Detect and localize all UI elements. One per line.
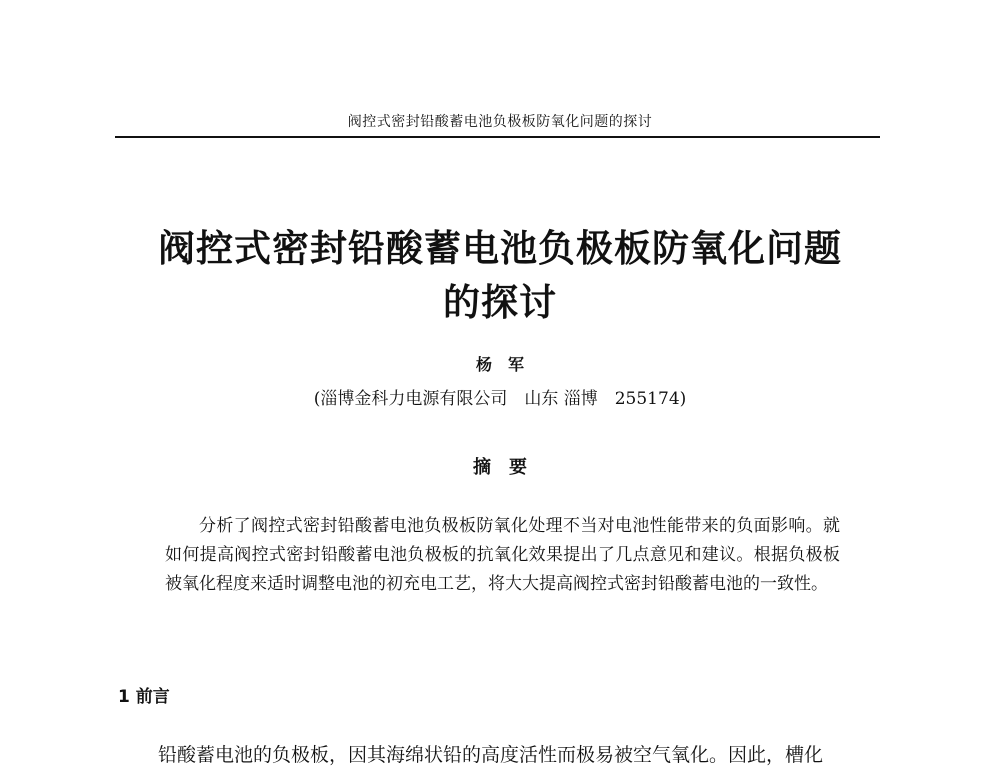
running-header: 阀控式密封铅酸蓄电池负极板防氧化问题的探讨 <box>347 114 653 130</box>
abstract-text: 分析了阀控式密封铅酸蓄电池负极板防氧化处理不当对电池性能带来的负面影响。就如何提高阀控式密封铅酸蓄电池负极板的抗氧化效果提出了几点意见和建议。根据负极板被氧化程度来适时调整电池的初充电工艺，将大大提高阀控式密封铅酸蓄电池的一致性。 <box>165 516 840 594</box>
body-paragraph: 铅酸蓄电池的负极板，因其海绵状铅的高度活性而极易被空气氧化。因此，槽化 <box>158 744 824 766</box>
section-heading-introduction: 1 前言 <box>118 687 170 707</box>
abstract-heading: 摘 要 <box>473 457 527 478</box>
title-line-1: 阀控式密封铅酸蓄电池负极板防氧化问题 <box>158 227 842 270</box>
header-rule <box>115 136 880 138</box>
paper-title <box>0 222 1000 330</box>
author-name: 杨 军 <box>475 355 524 374</box>
title-line-2: 的探讨 <box>443 281 557 324</box>
author-affiliation: (淄博金科力电源有限公司 山东 淄博 255174) <box>313 389 687 409</box>
